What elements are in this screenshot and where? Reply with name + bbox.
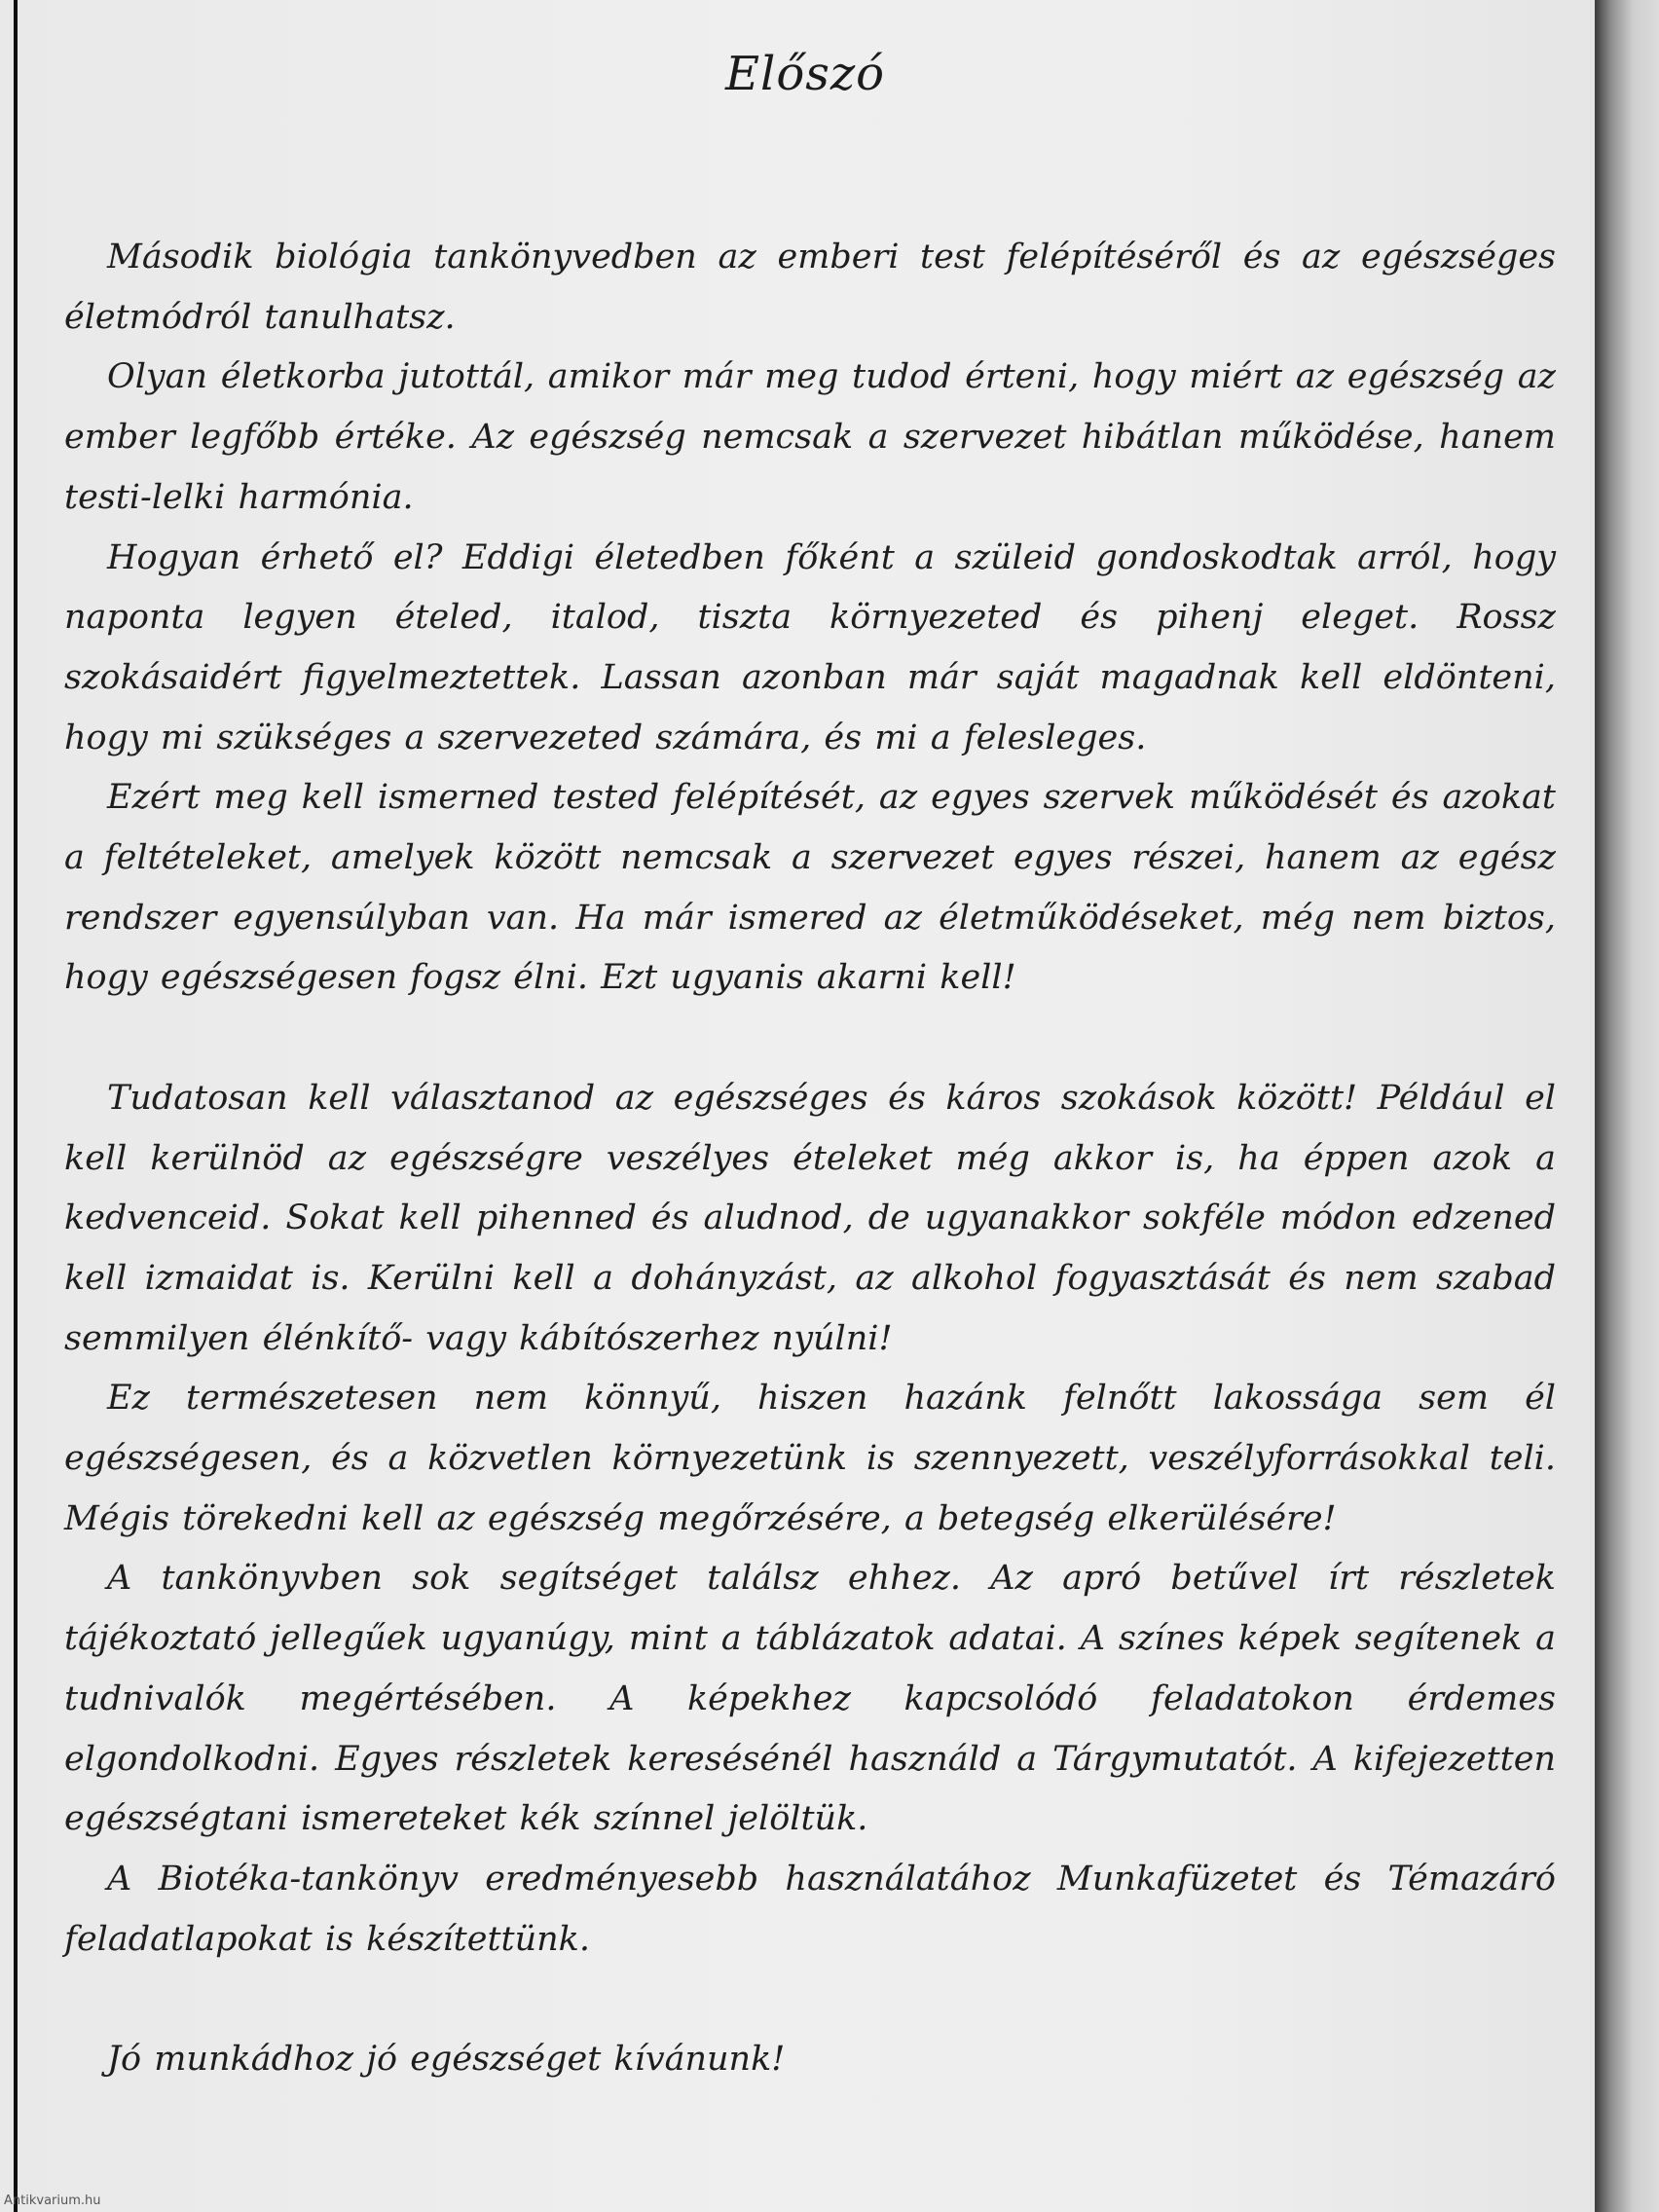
preface-body [64,228,1556,2090]
paragraph-7: A tankönyvben sok segítséget találsz ehhez. Az apró betűvel írt részletek tájékoztató jellegűek ugyanúgy, mint a táblázatok adatai. A színes képek segítenek a tudnivalók megértésében. A képekhez kapcsolódó feladatokon érdemes elgondolkodni. Egyes részletek keresésénél használd a Tárgymutatót. A kifejezetten egészségtani ismereteket kék színnel jelöltük. [64,1559,1556,1839]
watermark: Antikvarium.hu [4,2194,101,2208]
page-title: Előszó [724,47,886,101]
closing-line: Jó munkádhoz jó egészséget kívánunk! [107,2040,786,2080]
paragraph-1: Második biológia tankönyvedben az emberi test felépítéséről és az egészséges életmódról tanulhatsz. [64,238,1556,337]
page-border-line [14,0,18,2212]
paragraph-3: Hogyan érhető el? Eddigi életedben főként a szüleid gondoskodtak arról, hogy naponta legyen ételed, italod, tiszta környezeted és pihenj eleget. Rossz szokásaidért figyelmeztettek. Lassan azonban már saját magadnak kell eldönteni, hogy mi szükséges a szervezeted számára, és mi a felesleges. [64,537,1556,757]
paragraph-6: Ez természetesen nem könnyű, hiszen hazánk felnőtt lakossága sem él egészségesen, és a közvetlen környezetünk is szennyezett, veszélyforrásokkal teli. Mégis törekedni kell az egészség megőrzésére, a betegség elkerülésére! [64,1379,1556,1538]
paragraph-2: Olyan életkorba jutottál, amikor már meg tudod érteni, hogy miért az egészség az ember legfőbb értéke. Az egészség nemcsak a szervezet hibátlan működése, hanem testi-lelki harmónia. [64,357,1556,517]
paragraph-8: A Biotéka-tankönyv eredményesebb használatához Munkafüzetet és Témazáró feladatlapokat is készítettünk. [64,1859,1556,1959]
book-spine-edge [1595,0,1659,2212]
paragraph-4: Ezért meg kell ismerned tested felépítését, az egyes szervek működését és azokat a feltételeket, amelyek között nemcsak a szervezet egyes részei, hanem az egész rendszer egyensúlyban van. Ha már ismered az életműködéseket, még nem biztos, hogy egészségesen fogsz élni. Ezt ugyanis akarni kell! [64,778,1556,998]
paragraph-5: Tudatosan kell választanod az egészséges és káros szokások között! Például el kell kerülnöd az egészségre veszélyes ételeket még akkor is, ha éppen azok a kedvenceid. Sokat kell pihenned és aludnod, de ugyanakkor sokféle módon edzened kell izmaidat is. Kerülni kell a dohányzást, az alkohol fogyasztását és nem szabad semmilyen élénkítő- vagy kábítószerhez nyúlni! [64,1078,1556,1358]
